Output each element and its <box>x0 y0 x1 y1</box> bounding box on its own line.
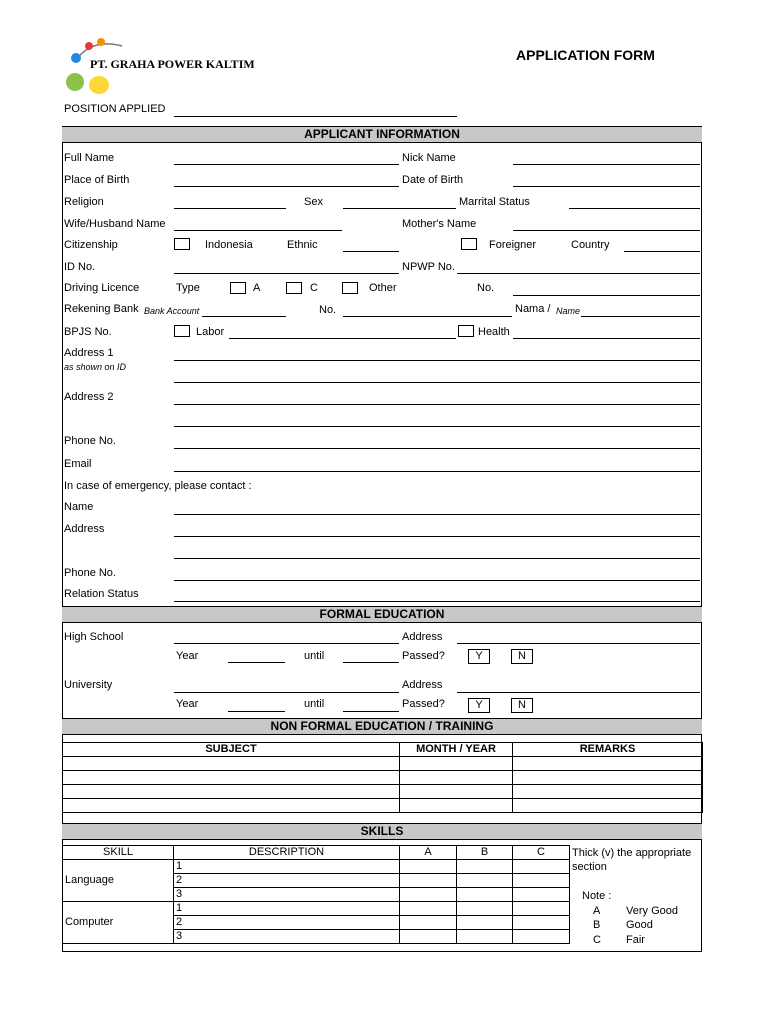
grade-b-meaning: Good <box>626 919 653 931</box>
university-label: University <box>64 679 113 691</box>
nick-name-field[interactable] <box>513 164 700 165</box>
licence-no-label: No. <box>477 282 495 294</box>
uni-passed-no-box[interactable]: N <box>511 698 533 713</box>
grade-a-cell[interactable] <box>400 888 457 902</box>
licence-a-checkbox[interactable] <box>230 282 246 294</box>
address2-field-line-2[interactable] <box>174 426 700 427</box>
subject-column-header: SUBJECT <box>63 743 400 757</box>
computer-row-number[interactable]: 2 <box>174 916 400 930</box>
npwp-no-field[interactable] <box>457 273 700 274</box>
education-section-header: FORMAL EDUCATION <box>62 606 702 623</box>
table-row <box>63 785 703 799</box>
emergency-address-field-line-2[interactable] <box>174 558 700 559</box>
computer-row-number[interactable]: 1 <box>174 902 400 916</box>
uni-year-label: Year <box>176 698 199 710</box>
date-of-birth-label: Date of Birth <box>402 174 464 186</box>
grade-b-cell[interactable] <box>457 888 513 902</box>
training-header-row <box>63 743 703 757</box>
hs-passed-yes-box[interactable]: Y <box>468 649 490 664</box>
emergency-address-field-line-1[interactable] <box>174 536 700 537</box>
grade-c-letter: C <box>593 934 601 946</box>
training-table <box>62 742 703 813</box>
full-name-label: Full Name <box>64 152 115 164</box>
grade-a-meaning: Very Good <box>626 905 678 917</box>
uni-year-from-field[interactable] <box>228 711 285 712</box>
npwp-no-label: NPWP No. <box>402 261 455 273</box>
computer-row-number[interactable]: 3 <box>174 930 400 944</box>
emergency-name-field[interactable] <box>174 514 700 515</box>
table-row <box>63 902 570 916</box>
indonesia-checkbox[interactable] <box>174 238 190 250</box>
hs-year-label: Year <box>176 650 199 662</box>
spouse-name-label: Wife/Husband Name <box>64 218 166 230</box>
company-logo <box>62 36 258 98</box>
grade-b-column-header: B <box>457 846 513 860</box>
uni-passed-yes-box[interactable]: Y <box>468 698 490 713</box>
religion-label: Religion <box>64 196 104 208</box>
grade-c-cell[interactable] <box>513 874 570 888</box>
phone-no-field[interactable] <box>174 448 700 449</box>
language-row-number[interactable]: 2 <box>174 874 400 888</box>
table-row <box>63 799 703 813</box>
id-no-field[interactable] <box>174 273 399 274</box>
as-shown-on-id-label: as shown on ID <box>64 362 127 372</box>
rekening-bank-label: Rekening Bank <box>64 303 139 315</box>
nama-label: Nama / <box>515 303 551 315</box>
id-no-label: ID No. <box>64 261 96 273</box>
language-row-number[interactable]: 3 <box>174 888 400 902</box>
religion-field[interactable] <box>174 208 286 209</box>
grade-c-cell[interactable] <box>513 860 570 874</box>
note-label: Note : <box>582 890 612 902</box>
phone-no-label: Phone No. <box>64 435 116 447</box>
marital-status-field[interactable] <box>569 208 700 209</box>
skill-column-header: SKILL <box>63 846 174 860</box>
high-school-label: High School <box>64 631 124 643</box>
hs-address-label: Address <box>402 631 443 643</box>
foreigner-checkbox[interactable] <box>461 238 477 250</box>
grade-c-cell[interactable] <box>513 930 570 944</box>
hs-until-label: until <box>304 650 325 662</box>
remarks-cell[interactable] <box>513 771 703 785</box>
grade-c-meaning: Fair <box>626 934 645 946</box>
grade-a-letter: A <box>593 905 601 917</box>
date-of-birth-field[interactable] <box>513 186 700 187</box>
place-of-birth-label: Place of Birth <box>64 174 130 186</box>
position-applied-field[interactable] <box>174 116 457 117</box>
month-year-column-header: MONTH / YEAR <box>400 743 513 757</box>
licence-type-label: Type <box>176 282 200 294</box>
relation-status-field[interactable] <box>174 601 700 602</box>
mother-name-label: Mother's Name <box>402 218 477 230</box>
hs-passed-no-box[interactable]: N <box>511 649 533 664</box>
health-checkbox[interactable] <box>458 325 474 337</box>
grade-a-cell[interactable] <box>400 916 457 930</box>
uni-address-label: Address <box>402 679 443 691</box>
bank-name-field[interactable] <box>202 316 286 317</box>
remarks-cell[interactable] <box>513 799 703 813</box>
health-label: Health <box>478 326 510 338</box>
emergency-contact-label: In case of emergency, please contact : <box>64 480 252 492</box>
grade-a-cell[interactable] <box>400 930 457 944</box>
health-field[interactable] <box>513 338 700 339</box>
bank-account-label: Bank Account <box>144 306 200 316</box>
indonesia-label: Indonesia <box>205 239 253 251</box>
ethnic-field[interactable] <box>343 251 399 252</box>
uni-year-until-field[interactable] <box>343 711 399 712</box>
grade-c-cell[interactable] <box>513 902 570 916</box>
driving-licence-label: Driving Licence <box>64 282 140 294</box>
grade-c-cell[interactable] <box>513 888 570 902</box>
relation-status-label: Relation Status <box>64 588 139 600</box>
month-year-cell[interactable] <box>400 785 513 799</box>
grade-b-cell[interactable] <box>457 902 513 916</box>
applicant-section-header: APPLICANT INFORMATION <box>62 126 702 143</box>
grade-a-column-header: A <box>400 846 457 860</box>
bank-no-label: No. <box>319 304 337 316</box>
table-row <box>63 757 703 771</box>
language-skill-label: Language <box>63 860 174 902</box>
marital-status-label: Marrital Status <box>459 196 530 208</box>
grade-b-cell[interactable] <box>457 916 513 930</box>
description-column-header: DESCRIPTION <box>174 846 400 860</box>
emergency-name-label: Name <box>64 501 94 513</box>
company-name: PT. GRAHA POWER KALTIM <box>90 57 255 71</box>
form-title: APPLICATION FORM <box>516 47 655 63</box>
account-name-field[interactable] <box>581 316 700 317</box>
uni-until-label: until <box>304 698 325 710</box>
uni-passed-label: Passed? <box>402 698 445 710</box>
grade-c-column-header: C <box>513 846 570 860</box>
address2-label: Address 2 <box>64 391 114 403</box>
sex-field[interactable] <box>343 208 456 209</box>
hs-address-field[interactable] <box>457 643 700 644</box>
grade-a-cell[interactable] <box>400 860 457 874</box>
skills-table <box>62 845 570 944</box>
email-label: Email <box>64 458 92 470</box>
sex-label: Sex <box>304 196 323 208</box>
labor-label: Labor <box>196 326 225 338</box>
citizenship-label: Citizenship <box>64 239 118 251</box>
grade-b-letter: B <box>593 919 601 931</box>
country-field[interactable] <box>624 251 700 252</box>
high-school-field[interactable] <box>174 643 399 644</box>
table-row <box>63 771 703 785</box>
ethnic-label: Ethnic <box>287 239 318 251</box>
bank-no-field[interactable] <box>343 316 512 317</box>
licence-c-checkbox[interactable] <box>286 282 302 294</box>
emergency-phone-label: Phone No. <box>64 567 116 579</box>
full-name-field[interactable] <box>174 164 399 165</box>
place-of-birth-field[interactable] <box>174 186 399 187</box>
grade-b-cell[interactable] <box>457 930 513 944</box>
training-section-header: NON FORMAL EDUCATION / TRAINING <box>62 718 702 735</box>
remarks-cell[interactable] <box>513 785 703 799</box>
skills-instruction: Thick (v) the appropriate section <box>572 847 692 873</box>
address1-field-line-1[interactable] <box>174 360 700 361</box>
nick-name-label: Nick Name <box>402 152 456 164</box>
hs-year-until-field[interactable] <box>343 662 399 663</box>
foreigner-label: Foreigner <box>489 239 537 251</box>
licence-c-label: C <box>310 282 318 294</box>
language-row-number[interactable]: 1 <box>174 860 400 874</box>
subject-cell[interactable] <box>63 771 400 785</box>
subject-cell[interactable] <box>63 799 400 813</box>
table-row <box>63 860 570 874</box>
address2-field-line-1[interactable] <box>174 404 700 405</box>
hs-passed-label: Passed? <box>402 650 445 662</box>
grade-a-cell[interactable] <box>400 874 457 888</box>
country-label: Country <box>571 239 610 251</box>
skills-header-row <box>63 846 570 860</box>
subject-cell[interactable] <box>63 757 400 771</box>
grade-c-cell[interactable] <box>513 916 570 930</box>
hs-year-from-field[interactable] <box>228 662 285 663</box>
remarks-column-header: REMARKS <box>513 743 703 757</box>
mother-name-field[interactable] <box>513 230 700 231</box>
name-en-label: Name <box>556 306 581 316</box>
uni-address-field[interactable] <box>457 692 700 693</box>
university-field[interactable] <box>174 692 399 693</box>
licence-other-label: Other <box>369 282 397 294</box>
emergency-phone-field[interactable] <box>174 580 700 581</box>
spouse-name-field[interactable] <box>174 230 342 231</box>
skills-section-header: SKILLS <box>62 823 702 840</box>
licence-a-label: A <box>253 282 261 294</box>
position-applied-label: POSITION APPLIED <box>64 103 166 115</box>
grade-a-cell[interactable] <box>400 902 457 916</box>
remarks-cell[interactable] <box>513 757 703 771</box>
subject-cell[interactable] <box>63 785 400 799</box>
labor-checkbox[interactable] <box>174 325 190 337</box>
licence-other-checkbox[interactable] <box>342 282 358 294</box>
labor-field[interactable] <box>229 338 456 339</box>
grade-b-cell[interactable] <box>457 874 513 888</box>
emergency-address-label: Address <box>64 523 105 535</box>
bpjs-no-label: BPJS No. <box>64 326 112 338</box>
computer-skill-label: Computer <box>63 902 174 944</box>
email-field[interactable] <box>174 471 700 472</box>
address1-label: Address 1 <box>64 347 114 359</box>
month-year-cell[interactable] <box>400 757 513 771</box>
address1-field-line-2[interactable] <box>174 382 700 383</box>
month-year-cell[interactable] <box>400 771 513 785</box>
grade-b-cell[interactable] <box>457 860 513 874</box>
month-year-cell[interactable] <box>400 799 513 813</box>
licence-no-field[interactable] <box>513 295 700 296</box>
